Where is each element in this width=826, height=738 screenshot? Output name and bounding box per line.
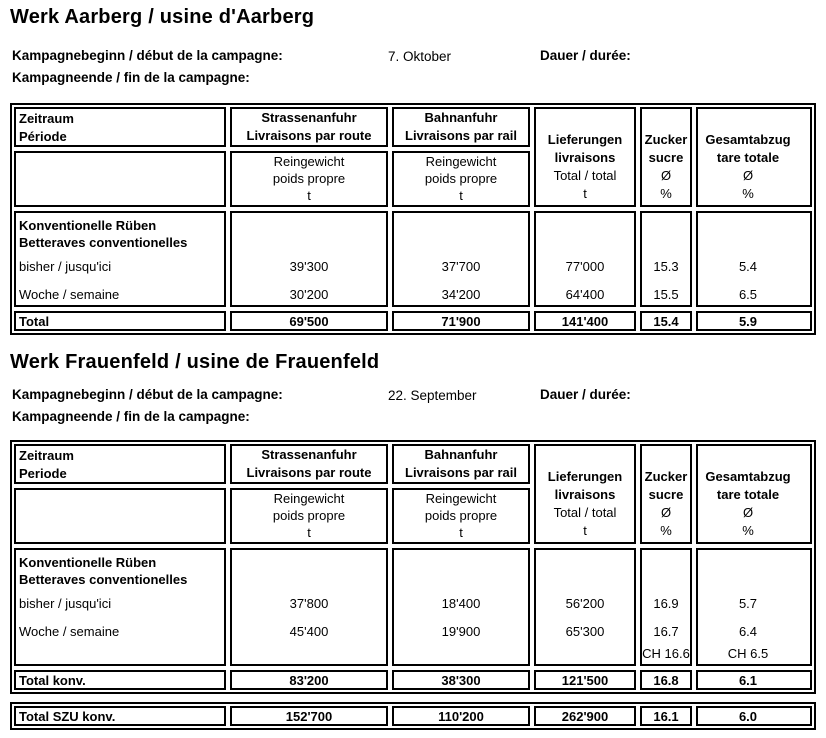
spacer [536, 251, 634, 259]
rail-header-fr: Livraisons par rail [405, 128, 517, 143]
deliveries-header-fr: livraisons [554, 150, 616, 165]
category-fr: Betteraves conventionelles [19, 235, 188, 250]
grand-total-rail: 110'200 [392, 706, 530, 726]
rail-header-de: Bahnanfuhr [424, 447, 498, 462]
sugar-header-avg: Ø [660, 505, 672, 520]
spacer [394, 611, 528, 624]
delivery-table-aarberg [10, 103, 816, 335]
total-row-label: Total konv. [14, 670, 226, 690]
empty-header-cell [14, 488, 226, 544]
total-bisher-value: 77'000 [565, 259, 605, 274]
tare-header-fr: tare totale [716, 487, 780, 502]
row-label-woche: Woche / semaine [19, 287, 120, 302]
section-frauenfeld [10, 351, 816, 694]
rail-netweight-cell [392, 151, 530, 207]
total-row-label: Total [14, 311, 226, 331]
rail-woche-value: 34'200 [441, 287, 481, 302]
spacer [536, 571, 634, 588]
body-tare-cell [696, 548, 812, 666]
spacer [536, 217, 634, 234]
spacer [642, 217, 690, 234]
spacer [232, 274, 386, 287]
total-row-total: 141'400 [534, 311, 636, 331]
tare-woche-value: 6.4 [738, 624, 758, 639]
total-row-sugar: 16.8 [640, 670, 692, 690]
body-road-cell [230, 211, 388, 307]
tare-header-unit: % [742, 523, 754, 538]
spacer [232, 554, 386, 571]
total-row-sugar: 15.4 [640, 311, 692, 331]
spacer [536, 274, 634, 287]
spacer [232, 251, 386, 259]
rail-netweight-cell [392, 488, 530, 544]
sugar-header-cell [640, 107, 692, 207]
grand-total-total: 262'900 [534, 706, 636, 726]
spacer [536, 554, 634, 571]
campaign-begin-row [10, 387, 816, 409]
total-bisher-value: 56'200 [565, 596, 605, 611]
spacer [698, 251, 798, 259]
sugar-header-unit: % [660, 186, 672, 201]
road-netweight-cell [230, 151, 388, 207]
spacer [642, 251, 690, 259]
road-header-cell [230, 107, 388, 147]
netweight-fr: poids propre [272, 171, 346, 186]
body-rail-cell [392, 211, 530, 307]
total-row-total: 121'500 [534, 670, 636, 690]
spacer [642, 274, 690, 287]
total-woche-value: 65'300 [565, 624, 605, 639]
deliveries-header-total: Total / total [553, 505, 617, 520]
row-label-bisher: bisher / jusqu'ici [19, 259, 112, 274]
sugar-header-avg: Ø [660, 168, 672, 183]
sugar-header-de: Zucker [644, 469, 688, 484]
spacer [16, 274, 224, 287]
spacer [698, 611, 798, 624]
netweight-unit: t [307, 188, 311, 203]
spacer [232, 217, 386, 234]
sugar-bisher-value: 16.9 [653, 596, 679, 611]
deliveries-header-de: Lieferungen [547, 132, 623, 147]
spacer [232, 571, 386, 588]
tare-woche-value: 6.5 [738, 287, 758, 302]
total-row-tare: 5.9 [696, 311, 812, 331]
row-label-bisher: bisher / jusqu'ici [19, 596, 112, 611]
body-labels-cell [14, 548, 226, 666]
spacer [536, 611, 634, 624]
tare-header-cell [696, 107, 812, 207]
tare-header-avg: Ø [742, 168, 754, 183]
tare-bisher-value: 5.4 [738, 259, 758, 274]
row-label-woche: Woche / semaine [19, 624, 120, 639]
section-title-aarberg: Werk Aarberg / usine d'Aarberg [10, 6, 315, 28]
sugar-ch-value: CH 16.6 [642, 646, 690, 661]
grand-total-tare: 6.0 [696, 706, 812, 726]
body-total-cell [534, 548, 636, 666]
campaign-end-label: Kampagneende / fin de la campagne: [12, 70, 250, 85]
netweight-fr: poids propre [272, 508, 346, 523]
rail-header-fr: Livraisons par rail [405, 465, 517, 480]
campaign-end-row [10, 70, 816, 92]
tare-header-fr: tare totale [716, 150, 780, 165]
body-rail-cell [392, 548, 530, 666]
spacer [16, 251, 224, 259]
grand-total-road: 152'700 [230, 706, 388, 726]
road-header-de: Strassenanfuhr [261, 110, 357, 125]
tare-header-cell [696, 444, 812, 544]
campaign-begin-value: 22. September [388, 388, 477, 403]
spacer [642, 611, 690, 624]
period-header-fr: Periode [19, 466, 67, 481]
spacer [394, 554, 528, 571]
tare-header-avg: Ø [742, 505, 754, 520]
campaign-end-row [10, 409, 816, 431]
netweight-unit: t [459, 188, 463, 203]
spacer [642, 639, 690, 646]
spacer [698, 217, 798, 234]
road-header-cell [230, 444, 388, 484]
deliveries-header-cell [534, 444, 636, 544]
campaign-end-label: Kampagneende / fin de la campagne: [12, 409, 250, 424]
total-row-road: 83'200 [230, 670, 388, 690]
netweight-fr: poids propre [424, 508, 498, 523]
spacer [394, 217, 528, 234]
campaign-begin-label: Kampagnebeginn / début de la campagne: [12, 387, 283, 402]
grand-total-sugar: 16.1 [640, 706, 692, 726]
netweight-unit: t [307, 525, 311, 540]
sugar-bisher-value: 15.3 [653, 259, 679, 274]
netweight-de: Reingewicht [425, 154, 497, 169]
total-row-road: 69'500 [230, 311, 388, 331]
sugar-header-cell [640, 444, 692, 544]
spacer [16, 588, 224, 596]
road-header-fr: Livraisons par route [246, 128, 372, 143]
spacer [698, 588, 798, 596]
section-aarberg [10, 6, 816, 335]
spacer [642, 588, 690, 596]
spacer [394, 234, 528, 251]
campaign-info-frauenfeld [10, 387, 816, 431]
body-sugar-cell [640, 548, 692, 666]
tare-header-de: Gesamtabzug [705, 469, 791, 484]
deliveries-header-unit: t [583, 186, 587, 201]
deliveries-header-de: Lieferungen [547, 469, 623, 484]
sugar-header-de: Zucker [644, 132, 688, 147]
rail-header-cell [392, 107, 530, 147]
road-bisher-value: 37'800 [289, 596, 329, 611]
road-netweight-cell [230, 488, 388, 544]
spacer [394, 274, 528, 287]
deliveries-header-fr: livraisons [554, 487, 616, 502]
period-header-cell [14, 444, 226, 484]
campaign-begin-row [10, 48, 816, 70]
sugar-header-fr: sucre [648, 150, 684, 165]
duration-label: Dauer / durée: [540, 387, 631, 402]
tare-header-unit: % [742, 186, 754, 201]
spacer [536, 588, 634, 596]
spacer [536, 234, 634, 251]
deliveries-header-total: Total / total [553, 168, 617, 183]
deliveries-header-unit: t [583, 523, 587, 538]
spacer [394, 588, 528, 596]
campaign-begin-label: Kampagnebeginn / début de la campagne: [12, 48, 283, 63]
rail-bisher-value: 37'700 [441, 259, 481, 274]
sugar-woche-value: 15.5 [653, 287, 679, 302]
road-woche-value: 45'400 [289, 624, 329, 639]
tare-ch-value: CH 6.5 [727, 646, 769, 661]
tare-header-de: Gesamtabzug [705, 132, 791, 147]
duration-label: Dauer / durée: [540, 48, 631, 63]
category-fr: Betteraves conventionelles [19, 572, 188, 587]
category-de: Konventionelle Rüben [19, 218, 157, 233]
rail-woche-value: 19'900 [441, 624, 481, 639]
grand-total-table [10, 702, 816, 730]
rail-bisher-value: 18'400 [441, 596, 481, 611]
road-bisher-value: 39'300 [289, 259, 329, 274]
spacer [698, 639, 798, 646]
period-header-cell [14, 107, 226, 147]
road-header-fr: Livraisons par route [246, 465, 372, 480]
tare-bisher-value: 5.7 [738, 596, 758, 611]
period-header-fr: Période [19, 129, 67, 144]
delivery-table-frauenfeld [10, 440, 816, 694]
body-sugar-cell [640, 211, 692, 307]
rail-header-cell [392, 444, 530, 484]
spacer [232, 234, 386, 251]
spacer [394, 571, 528, 588]
deliveries-header-cell [534, 107, 636, 207]
total-row-rail: 71'900 [392, 311, 530, 331]
category-de: Konventionelle Rüben [19, 555, 157, 570]
sugar-header-unit: % [660, 523, 672, 538]
total-woche-value: 64'400 [565, 287, 605, 302]
section-title-frauenfeld: Werk Frauenfeld / usine de Frauenfeld [10, 351, 380, 373]
spacer [232, 588, 386, 596]
road-woche-value: 30'200 [289, 287, 329, 302]
spacer [698, 234, 798, 251]
rail-header-de: Bahnanfuhr [424, 110, 498, 125]
body-road-cell [230, 548, 388, 666]
netweight-de: Reingewicht [425, 491, 497, 506]
body-total-cell [534, 211, 636, 307]
netweight-de: Reingewicht [273, 154, 345, 169]
spacer [642, 571, 690, 588]
spacer [232, 611, 386, 624]
netweight-unit: t [459, 525, 463, 540]
period-header-de: Zeitraum [19, 111, 74, 126]
spacer [698, 274, 798, 287]
body-labels-cell [14, 211, 226, 307]
sugar-header-fr: sucre [648, 487, 684, 502]
total-row-rail: 38'300 [392, 670, 530, 690]
campaign-begin-value: 7. Oktober [388, 49, 452, 64]
spacer [698, 554, 798, 571]
spacer [16, 611, 224, 624]
netweight-fr: poids propre [424, 171, 498, 186]
total-row-tare: 6.1 [696, 670, 812, 690]
road-header-de: Strassenanfuhr [261, 447, 357, 462]
sugar-woche-value: 16.7 [653, 624, 679, 639]
empty-header-cell [14, 151, 226, 207]
period-header-de: Zeitraum [19, 448, 74, 463]
body-tare-cell [696, 211, 812, 307]
grand-total-label: Total SZU konv. [14, 706, 226, 726]
spacer [394, 251, 528, 259]
spacer [642, 554, 690, 571]
spacer [698, 571, 798, 588]
spacer [642, 234, 690, 251]
netweight-de: Reingewicht [273, 491, 345, 506]
campaign-info-aarberg [10, 48, 816, 92]
